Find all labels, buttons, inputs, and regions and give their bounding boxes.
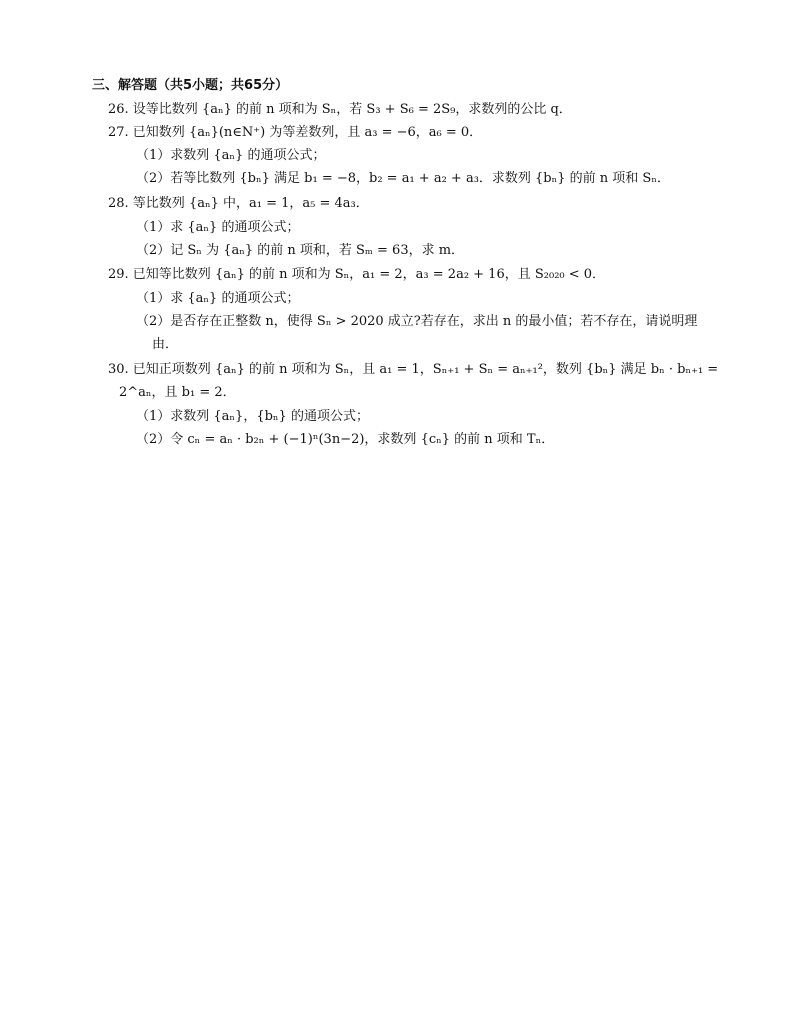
- question-29-part-2-continued: 由．: [152, 337, 179, 352]
- question-28: 28. 等比数列 {aₙ} 中，a₁ = 1，a₅ = 4a₃．: [108, 196, 369, 211]
- question-27-part-1: （1）求数列 {aₙ} 的通项公式；: [136, 148, 326, 163]
- section-title: 三、解答题（共5小题；共65分）: [92, 78, 289, 93]
- question-26: 26. 设等比数列 {aₙ} 的前 n 项和为 Sₙ，若 S₃ + S₆ = 2S₉，求数列的公比 q．: [108, 102, 572, 117]
- question-29-part-1: （1）求 {aₙ} 的通项公式；: [136, 291, 300, 306]
- question-30-part-2: （2）令 cₙ = aₙ · b₂ₙ + (−1)ⁿ(3n−2)，求数列 {cₙ} 的前 n 项和 Tₙ．: [136, 432, 555, 447]
- question-30-part-1: （1）求数列 {aₙ}，{bₙ} 的通项公式；: [136, 409, 369, 424]
- question-27-part-2: （2）若等比数列 {bₙ} 满足 b₁ = −8，b₂ = a₁ + a₂ + a₃．求数列 {bₙ} 的前 n 项和 Sₙ．: [136, 171, 670, 186]
- question-28-part-2: （2）记 Sₙ 为 {aₙ} 的前 n 项和，若 Sₘ = 63，求 m．: [136, 243, 465, 258]
- question-27: 27. 已知数列 {aₙ}(n∈N⁺) 为等差数列，且 a₃ = −6，a₆ = 0．: [108, 125, 483, 140]
- question-29-part-2: （2）是否存在正整数 n，使得 Sₙ > 2020 成立?若存在，求出 n 的最小值；若不存在，请说明理: [136, 314, 698, 329]
- question-30-continued: 2^aₙ，且 b₁ = 2．: [119, 385, 236, 400]
- question-28-part-1: （1）求 {aₙ} 的通项公式；: [136, 220, 300, 235]
- question-30: 30. 已知正项数列 {aₙ} 的前 n 项和为 Sₙ，且 a₁ = 1，Sₙ₊₁ + Sₙ = aₙ₊₁²，数列 {bₙ} 满足 bₙ · bₙ₊₁ =: [108, 362, 719, 377]
- question-29: 29. 已知等比数列 {aₙ} 的前 n 项和为 Sₙ，a₁ = 2，a₃ = 2a₂ + 16，且 S₂₀₂₀ < 0．: [108, 267, 606, 282]
